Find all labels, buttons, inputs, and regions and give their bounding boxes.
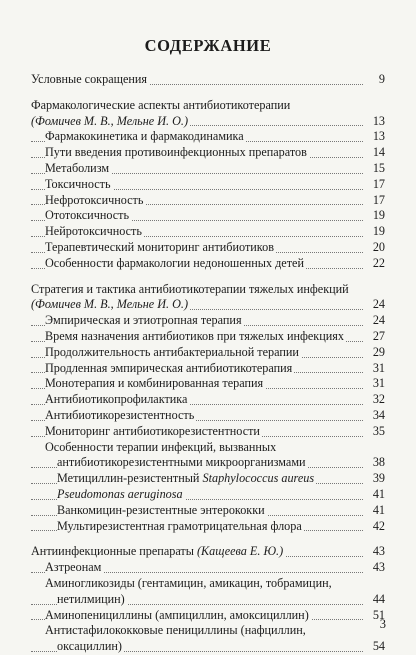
toc-entry-label: Антистафилококковые пенициллины (нафциллин, [45, 623, 306, 638]
toc-entry-text [45, 424, 262, 438]
toc-entry-page: 43 [372, 560, 385, 575]
toc-entry-page: 31 [372, 376, 385, 391]
toc-entry-label: Нейротоксичность [45, 224, 142, 239]
toc-entry-title [31, 72, 385, 88]
toc-entry-title [45, 560, 385, 576]
toc-entry-label: Мультирезистентная грамотрицательная флора [57, 518, 302, 533]
toc-entry-label: Монотерапия и комбинированная терапия [45, 376, 264, 391]
toc-entry-label: Метициллин-резистентный [57, 471, 200, 486]
toc-entry-title [31, 282, 385, 298]
toc-entry [31, 623, 385, 655]
toc-entry-text [57, 471, 316, 485]
toc-entry-text [45, 224, 144, 238]
toc-entry [31, 376, 385, 392]
toc-entry-label: Токсичность [45, 176, 111, 191]
toc-entry [31, 576, 385, 608]
toc-entry-text [45, 177, 113, 191]
toc-entry-label: Антибиотикопрофилактика [45, 392, 188, 407]
toc-entry-text [31, 72, 149, 86]
toc-entry-page: 41 [372, 486, 385, 501]
toc-entry [31, 392, 385, 408]
toc-entry-title [45, 224, 385, 240]
toc-entry-label: Ванкомицин-резистентные энтерококки [57, 502, 265, 517]
toc-entry-title [45, 345, 385, 361]
toc-entry-continuation: антибиотикорезистентными микроорганизмами [57, 455, 306, 470]
page-number: 3 [379, 617, 386, 631]
toc-entry-title [45, 361, 385, 377]
toc-entry-label: Стратегия и тактика антибиотикотерапии тяжелых инфекций [31, 281, 349, 296]
toc-entry [31, 161, 385, 177]
toc-entry-title [45, 424, 385, 440]
toc-entry-label: Продолжительность антибактериальной терапии [45, 344, 299, 359]
toc-entry-page: 17 [372, 176, 385, 191]
toc-entry-label: (Фомичев М. В., Мельне И. О.) [31, 297, 189, 312]
table-of-contents [31, 72, 385, 655]
toc-entry [31, 114, 385, 130]
toc-entry-title [31, 114, 385, 130]
toc-entry [31, 256, 385, 272]
toc-entry-page: 19 [372, 224, 385, 239]
toc-entry [31, 208, 385, 224]
toc-entry-page: 54 [372, 639, 385, 654]
toc-entry-text [45, 161, 111, 175]
toc-entry-label: Терапевтический мониторинг антибиотиков [45, 239, 274, 254]
toc-entry-label: Особенности фармакологии недоношенных детей [45, 255, 304, 270]
toc-entry-text [45, 560, 103, 574]
toc-entry-page: 35 [372, 423, 385, 438]
toc-entry [31, 608, 385, 624]
toc-entry-title [45, 145, 385, 161]
toc-entry-title [45, 240, 385, 256]
toc-entry-title [45, 161, 385, 177]
toc-entry-page: 38 [372, 455, 385, 470]
toc-entry-page: 13 [372, 129, 385, 144]
toc-entry-page: 27 [372, 328, 385, 343]
toc-entry [31, 408, 385, 424]
toc-entry-label: Антиинфекционные препараты [31, 544, 194, 559]
toc-entry-text [45, 329, 346, 343]
toc-entry [31, 193, 385, 209]
toc-entry-page: 39 [372, 471, 385, 486]
toc-entry-text [31, 282, 351, 296]
toc-entry [31, 297, 385, 313]
toc-entry-page: 15 [372, 160, 385, 175]
toc-entry [31, 145, 385, 161]
toc-entry [31, 313, 385, 329]
toc-entry-text [45, 193, 145, 207]
toc-entry-label: Аминогликозиды (гентамицин, амикацин, тобрамицин, [45, 575, 332, 590]
toc-entry-label: Фармакологические аспекты антибиотикотерапии [31, 97, 291, 112]
toc-entry-label: Пути введения противоинфекционных препаратов [45, 145, 307, 160]
toc-entry-text [45, 208, 131, 222]
page-title: СОДЕРЖАНИЕ [144, 36, 272, 55]
toc-entry [31, 544, 385, 560]
toc-entry-label: Фармакокинетика и фармакодинамика [45, 129, 244, 144]
toc-entry-page: 13 [372, 113, 385, 128]
toc-entry-text [45, 440, 278, 454]
toc-entry [31, 440, 385, 472]
toc-entry-page: 29 [372, 344, 385, 359]
toc-entry-label: Антибиотикорезистентность [45, 407, 195, 422]
toc-entry-page: 19 [372, 208, 385, 223]
toc-entry-title [45, 329, 385, 345]
toc-entry-continuation: нетилмицин) [57, 591, 125, 606]
toc-entry-page: 17 [372, 192, 385, 207]
toc-entry-title [45, 129, 385, 145]
toc-entry-text [57, 487, 185, 501]
toc-entry-label: (Фомичев М. В., Мельне И. О.) [31, 113, 189, 128]
toc-entry [31, 361, 385, 377]
toc-entry-continuation: оксациллин) [57, 639, 122, 654]
toc-entry-text [31, 544, 285, 558]
toc-entry [31, 329, 385, 345]
toc-entry-text [45, 392, 189, 406]
toc-entry-page: 44 [372, 591, 385, 606]
toc-entry-italic: (Кащеева Е. Ю.) [196, 544, 284, 559]
toc-entry-text [45, 129, 246, 143]
toc-entry-text [45, 240, 276, 254]
toc-entry-title [57, 503, 385, 519]
toc-entry-page: 20 [372, 239, 385, 254]
toc-entry-label: Время назначения антибиотиков при тяжелых инфекциях [45, 328, 344, 343]
toc-entry-title [45, 408, 385, 424]
toc-entry-title [45, 208, 385, 224]
toc-entry [31, 503, 385, 519]
toc-entry [31, 487, 385, 503]
toc-entry-title [45, 608, 385, 624]
toc-entry-label: Ототоксичность [45, 208, 130, 223]
toc-entry [31, 282, 385, 298]
toc-entry [31, 560, 385, 576]
toc-entry-page: 42 [372, 518, 385, 533]
toc-entry-text [45, 408, 196, 422]
toc-entry-page: 43 [372, 544, 385, 559]
toc-entry-text [45, 608, 311, 622]
toc-entry-text [31, 114, 190, 128]
toc-entry-text [45, 313, 244, 327]
toc-entry [31, 129, 385, 145]
toc-entry-text [45, 623, 308, 637]
toc-entry [31, 471, 385, 487]
toc-entry-text [31, 98, 292, 112]
toc-entry-page: 41 [372, 502, 385, 517]
toc-entry-page: 34 [372, 407, 385, 422]
toc-entry-title [31, 544, 385, 560]
toc-entry-page: 9 [378, 72, 385, 86]
toc-entry-title [45, 256, 385, 272]
toc-entry-label: Аминопенициллины (ампициллин, амоксициллин) [45, 607, 309, 622]
toc-entry-label: Мониторинг антибиотикорезистентности [45, 423, 260, 438]
toc-entry-title [57, 471, 385, 487]
toc-entry-title [45, 177, 385, 193]
toc-entry-text [45, 376, 265, 390]
toc-entry-title [45, 193, 385, 209]
toc-entry-title [45, 313, 385, 329]
toc-entry-label: Особенности терапии инфекций, вызванных [45, 439, 277, 454]
toc-entry-title [57, 519, 385, 535]
toc-entry [31, 424, 385, 440]
toc-entry [31, 345, 385, 361]
toc-entry-text [45, 576, 334, 590]
toc-entry-text [31, 297, 190, 311]
toc-entry-page: 24 [372, 297, 385, 312]
toc-entry-label: Метаболизм [45, 160, 110, 175]
toc-entry [31, 240, 385, 256]
toc-entry [31, 224, 385, 240]
toc-entry-page: 14 [372, 145, 385, 160]
toc-entry [31, 98, 385, 114]
toc-entry-page: 24 [372, 313, 385, 328]
toc-entry-label: Нефротоксичность [45, 192, 144, 207]
toc-entry-text [45, 345, 301, 359]
toc-entry-text [45, 256, 306, 270]
toc-entry-text [57, 519, 304, 533]
toc-entry-page: 32 [372, 392, 385, 407]
toc-entry-label: Продленная эмпирическая антибиотикотерапия [45, 360, 293, 375]
toc-entry-title [57, 487, 385, 503]
toc-entry-title [45, 376, 385, 392]
toc-entry-text [45, 145, 309, 159]
toc-entry-italic: Staphylococcus aureus [202, 471, 315, 486]
toc-entry-title [45, 392, 385, 408]
toc-entry-italic: Pseudomonas aeruginosa [57, 486, 183, 501]
toc-entry-title [31, 297, 385, 313]
toc-entry [31, 519, 385, 535]
toc-entry-page: 22 [372, 255, 385, 270]
toc-entry-text [57, 503, 267, 517]
toc-entry [31, 72, 385, 88]
toc-entry-label: Условные сокращения [31, 72, 148, 86]
toc-entry-page: 51 [372, 607, 385, 622]
toc-entry-title [31, 98, 385, 114]
toc-entry-label: Эмпирическая и этиотропная терапия [45, 313, 242, 328]
toc-entry-label: Азтреонам [45, 560, 102, 575]
toc-entry-text [45, 361, 294, 375]
toc-entry [31, 177, 385, 193]
toc-entry-page: 31 [372, 360, 385, 375]
